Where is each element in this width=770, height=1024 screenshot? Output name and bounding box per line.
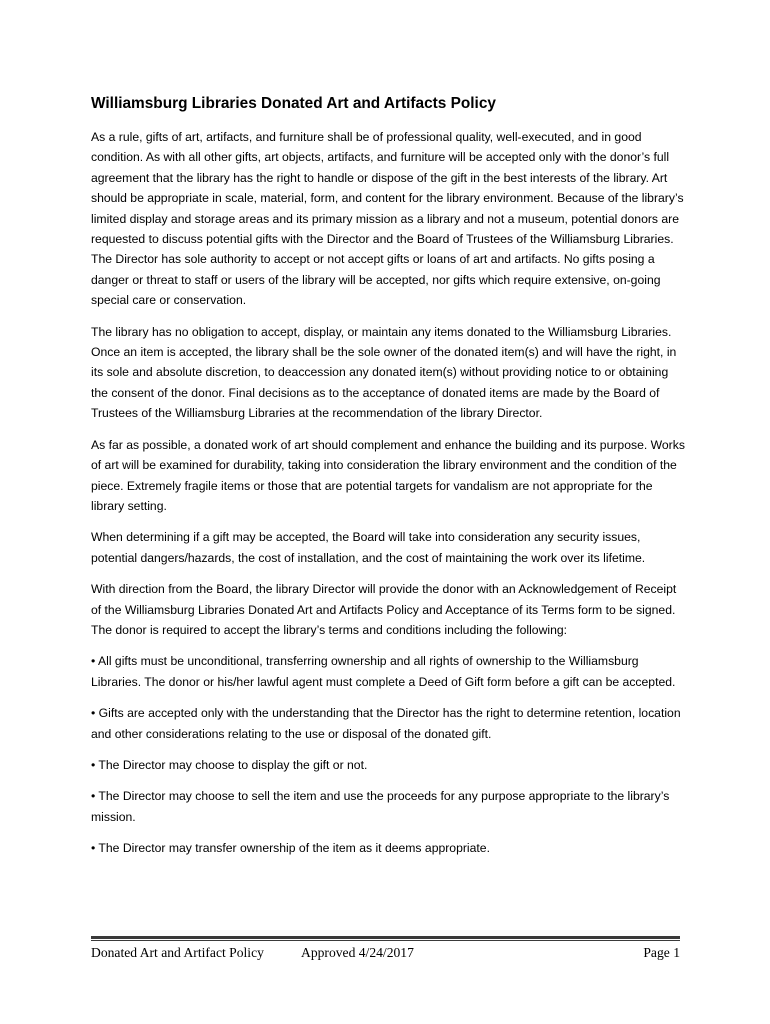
footer-page-number: Page 1 <box>643 945 680 960</box>
paragraph-complement-building: As far as possible, a donated work of art should complement and enhance the building and its purpose. Works of art will be examined for durability, taking into consideration the library environment and the condition of the piece. Extremely fragile items or those that are potential targets for vandalism are not appropriate for the library setting. <box>91 437 685 513</box>
bullet-retention-rights: • Gifts are accepted only with the understanding that the Director has the right to determine retention, location and other considerations relating to the use or disposal of the donated gift. <box>91 706 681 741</box>
bullet-unconditional-gifts: • All gifts must be unconditional, transferring ownership and all rights of ownership to the Williamsburg Libraries. The donor or his/her lawful agent must complete a Deed of Gift form before a gift can be accepted. <box>91 654 676 689</box>
paragraph-gift-quality: As a rule, gifts of art, artifacts, and furniture shall be of professional quality, well-executed, and in good condition. As with all other gifts, art objects, artifacts, and furniture will be accepted only with the donor’s full agreement that the library has the right to handle or dispose of the gift in the best interests of the library. Art should be appropriate in scale, material, form, and content for the library environment. Because of the library’s limited display and storage areas and its primary mission as a library and not a museum, potential donors are requested to discuss potential gifts with the Director and the Board of Trustees of the Williamsburg Libraries. The Director has sole authority to accept or not accept gifts or loans of art and artifacts. No gifts posing a danger or threat to staff or users of the library will be accepted, nor gifts which require extensive, on-going special care or conservation. <box>91 130 684 308</box>
paragraph-board-considerations: When determining if a gift may be accepted, the Board will take into consideration any security issues, potential dangers/hazards, the cost of installation, and the cost of maintaining the work over its lifetime. <box>91 530 646 565</box>
bullet-transfer-ownership: • The Director may transfer ownership of the item as it deems appropriate. <box>91 841 490 856</box>
paragraph-no-obligation: The library has no obligation to accept, display, or maintain any items donated to the Williamsburg Libraries. Once an item is accepted, the library shall be the sole owner of the donated item(s) and will have the right, in its sole and absolute discretion, to deaccession any donated item(s) without providing notice to or obtaining the consent of the donor. Final decisions as to the acceptance of donated items are made by the Board of Trustees of the Williamsburg Libraries at the recommendation of the library Director. <box>91 324 677 421</box>
footer-divider <box>91 936 680 941</box>
footer-approved-date: Approved 4/24/2017 <box>301 945 414 960</box>
footer-document-name: Donated Art and Artifact Policy <box>91 945 264 960</box>
bullet-display-choice: • The Director may choose to display the gift or not. <box>91 757 368 772</box>
paragraph-acknowledgement: With direction from the Board, the library Director will provide the donor with an Acknowledgement of Receipt of the Williamsburg Libraries Donated Art and Artifacts Policy and Acceptance of its Terms form to be signed. The donor is required to accept the library’s terms and conditions including the following: <box>91 582 677 637</box>
page-title: Williamsburg Libraries Donated Art and Artifacts Policy <box>91 95 496 112</box>
bullet-sell-item: • The Director may choose to sell the item and use the proceeds for any purpose appropriate to the library’s mission. <box>91 789 670 824</box>
document-body <box>91 93 685 870</box>
